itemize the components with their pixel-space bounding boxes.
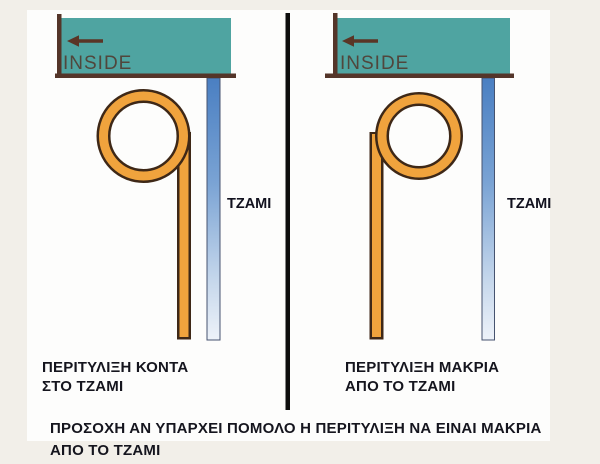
- warning-note: [50, 418, 542, 462]
- warning-line: ΠΡΟΣΟΧΗ ΑΝ ΥΠΑΡΧΕΙ ΠΟΜΟΛΟ Η ΠΕΡΙΤΥΛΙΞΗ ΝΑ ΕΙΝΑΙ ΜΑΚΡΙΑ: [50, 420, 542, 437]
- glass-pane: [207, 78, 220, 340]
- box-left-edge: [333, 13, 338, 78]
- cord-loop-close-graphic: [104, 96, 185, 340]
- panel-divider: [286, 13, 291, 410]
- box-bottom-edge: [55, 74, 236, 79]
- cord-loop-far-graphic: [377, 99, 457, 340]
- glass-pane: [482, 78, 495, 340]
- inside-label: INSIDE: [63, 53, 133, 74]
- panel-loop-far-from-glass: [325, 13, 551, 340]
- panel-loop-close-to-glass: [55, 14, 271, 340]
- inside-label: INSIDE: [340, 53, 410, 74]
- warning-line: ΑΠΟ ΤΟ ΤΖΑΜΙ: [50, 442, 161, 459]
- box-bottom-edge: [325, 74, 514, 79]
- glass-label: ΤΖΑΜΙ: [507, 196, 552, 212]
- caption-loop-close: [42, 358, 188, 396]
- caption-line: ΠΕΡΙΤΥΛΙΞΗ ΜΑΚΡΙΑ: [345, 359, 500, 376]
- caption-line: ΣΤΟ ΤΖΑΜΙ: [42, 378, 124, 395]
- box-left-edge: [57, 14, 62, 78]
- caption-loop-far: [345, 358, 499, 396]
- glass-label: ΤΖΑΜΙ: [227, 196, 272, 212]
- caption-line: ΑΠΟ ΤΟ ΤΖΑΜΙ: [345, 378, 456, 395]
- caption-line: ΠΕΡΙΤΥΛΙΞΗ ΚΟΝΤΑ: [42, 359, 189, 376]
